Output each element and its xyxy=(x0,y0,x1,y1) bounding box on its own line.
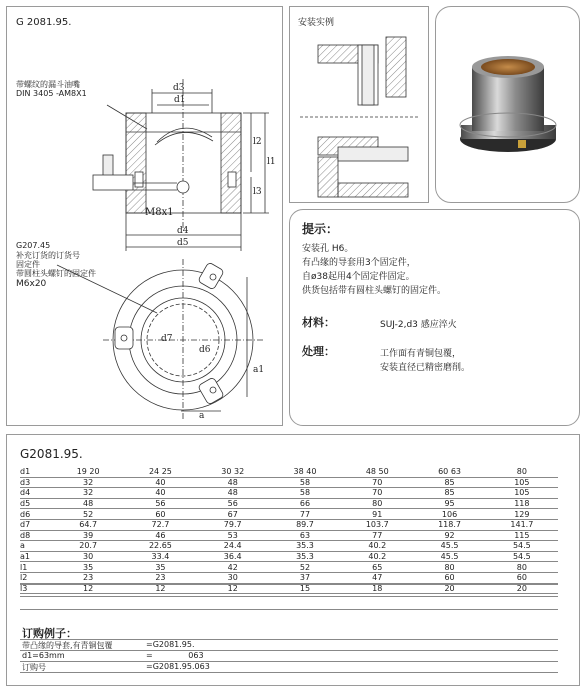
table-cell: 23 xyxy=(52,572,124,583)
table-cell: 89.7 xyxy=(269,519,341,530)
row-label: d8 xyxy=(20,530,52,541)
material-label: 材料： xyxy=(302,316,335,329)
table-separator-2 xyxy=(20,596,558,597)
dim-d1: d1 xyxy=(174,95,186,105)
row-label: a xyxy=(20,541,52,552)
table-cell: 37 xyxy=(269,572,341,583)
table-cell: 115 xyxy=(486,530,558,541)
table-cell: 40.2 xyxy=(341,541,413,552)
table-cell: 30 xyxy=(52,551,124,562)
table-cell: 67 xyxy=(197,509,269,520)
table-row xyxy=(20,477,558,488)
table-cell: 70 xyxy=(341,488,413,499)
table-cell: 39 xyxy=(52,530,124,541)
table-cell: 118.7 xyxy=(413,519,485,530)
table-cell: 48 50 xyxy=(341,467,413,477)
table-cell: 72.7 xyxy=(124,519,196,530)
table-separator-3 xyxy=(20,609,558,610)
row-label: d6 xyxy=(20,509,52,520)
table-cell: 60 63 xyxy=(413,467,485,477)
table-cell: 129 xyxy=(486,509,558,520)
table-cell: 30 xyxy=(197,572,269,583)
product-photo-panel xyxy=(435,6,580,203)
table-cell: 95 xyxy=(413,498,485,509)
order-heading: 订购例子： xyxy=(22,627,77,640)
table-cell: 85 xyxy=(413,477,485,488)
table-cell: 40 xyxy=(124,488,196,499)
pin-label-2: 补充订货的订货号 xyxy=(16,251,80,260)
table-cell: 58 xyxy=(269,488,341,499)
note-line-3: 自ø38起用4个固定件固定。 xyxy=(302,272,415,282)
table-cell: 118 xyxy=(486,498,558,509)
nipple-label-2: DIN 3405 -AM8X1 xyxy=(16,89,87,98)
table-row xyxy=(20,572,558,583)
row-label: d7 xyxy=(20,519,52,530)
table-row xyxy=(20,541,558,552)
table-cell: 105 xyxy=(486,477,558,488)
nipple-label-1: 带螺纹的漏斗油嘴 xyxy=(16,80,80,89)
table-cell: 53 xyxy=(197,530,269,541)
table-cell: 18 xyxy=(341,583,413,594)
order-row-3-value: =G2081.95.063 xyxy=(146,662,210,671)
notes-panel xyxy=(289,209,580,426)
row-label: d3 xyxy=(20,477,52,488)
pin-label-1: G207.45 xyxy=(16,241,51,250)
table-cell: 91 xyxy=(341,509,413,520)
row-label: l3 xyxy=(20,583,52,594)
table-cell: 80 xyxy=(486,562,558,573)
table-cell: 12 xyxy=(197,583,269,594)
table-cell: 20 xyxy=(486,583,558,594)
treatment-line-1: 工作面有青铜包覆， xyxy=(380,349,462,359)
table-cell: 32 xyxy=(52,477,124,488)
table-cell: 24 25 xyxy=(124,467,196,477)
table-cell: 64.7 xyxy=(52,519,124,530)
dimensions-table xyxy=(20,467,558,594)
order-line-2 xyxy=(20,661,558,662)
table-cell: 80 xyxy=(486,467,558,477)
note-line-2: 有凸缘的导套用3个固定件， xyxy=(302,258,416,268)
table-cell: 45.5 xyxy=(413,541,485,552)
treatment-line-2: 安装直径已精密磨削。 xyxy=(380,363,471,373)
dim-d4: d4 xyxy=(177,226,189,236)
table-cell: 45.5 xyxy=(413,551,485,562)
dim-d6: d6 xyxy=(199,345,211,355)
table-cell: 47 xyxy=(341,572,413,583)
order-line-1 xyxy=(20,650,558,651)
material-value: SUJ-2,d3 感应淬火 xyxy=(380,320,457,330)
table-cell: 46 xyxy=(124,530,196,541)
table-cell: 15 xyxy=(269,583,341,594)
table-cell: 79.7 xyxy=(197,519,269,530)
bushing-photo xyxy=(436,7,581,204)
table-cell: 56 xyxy=(197,498,269,509)
table-row xyxy=(20,530,558,541)
table-cell: 32 xyxy=(52,488,124,499)
table-cell: 23 xyxy=(124,572,196,583)
table-row xyxy=(20,488,558,499)
table-row xyxy=(20,519,558,530)
dim-l2: l2 xyxy=(253,137,262,147)
table-cell: 92 xyxy=(413,530,485,541)
table-cell: 106 xyxy=(413,509,485,520)
dim-a: a xyxy=(199,411,205,421)
pin-label-4: 带圆柱头螺钉的固定件 xyxy=(16,269,96,278)
table-row xyxy=(20,509,558,520)
row-label: a1 xyxy=(20,551,52,562)
table-cell: 77 xyxy=(269,509,341,520)
table-cell: 48 xyxy=(197,477,269,488)
dim-l1: l1 xyxy=(267,157,276,167)
pin-label-5: M6x20 xyxy=(16,279,47,289)
install-example-panel xyxy=(289,6,429,203)
order-row-1-value: =G2081.95. xyxy=(146,640,195,649)
dim-m8: M8x1 xyxy=(145,207,174,218)
table-cell: 63 xyxy=(269,530,341,541)
dim-d5: d5 xyxy=(177,238,189,248)
table-cell: 35 xyxy=(52,562,124,573)
table-cell: 58 xyxy=(269,477,341,488)
table-cell: 35 xyxy=(124,562,196,573)
table-cell: 60 xyxy=(124,509,196,520)
table-cell: 40 xyxy=(124,477,196,488)
table-cell: 30 32 xyxy=(197,467,269,477)
table-cell: 60 xyxy=(486,572,558,583)
dim-d3: d3 xyxy=(173,83,185,93)
table-cell: 52 xyxy=(52,509,124,520)
table-cell: 19 20 xyxy=(52,467,124,477)
table-cell: 52 xyxy=(269,562,341,573)
table-cell: 85 xyxy=(413,488,485,499)
table-cell: 12 xyxy=(52,583,124,594)
table-cell: 105 xyxy=(486,488,558,499)
table-cell: 60 xyxy=(413,572,485,583)
table-cell: 66 xyxy=(269,498,341,509)
table-cell: 35.3 xyxy=(269,551,341,562)
table-cell: 42 xyxy=(197,562,269,573)
order-row-2-value: = 063 xyxy=(146,651,204,660)
treatment-label: 处理： xyxy=(302,345,335,358)
table-cell: 103.7 xyxy=(341,519,413,530)
table-cell: 22.65 xyxy=(124,541,196,552)
table-row xyxy=(20,562,558,573)
table-cell: 36.4 xyxy=(197,551,269,562)
row-label: l2 xyxy=(20,572,52,583)
table-cell: 40.2 xyxy=(341,551,413,562)
table-cell: 48 xyxy=(197,488,269,499)
order-row-3-label: 订购号 xyxy=(22,663,46,672)
note-line-4: 供货包括带有圆柱头螺钉的固定件。 xyxy=(302,286,447,296)
row-label: d1 xyxy=(20,467,52,477)
install-title: 安装实例 xyxy=(298,18,335,28)
table-separator-1 xyxy=(20,584,558,585)
dim-d7: d7 xyxy=(161,334,173,344)
table-cell: 65 xyxy=(341,562,413,573)
table-cell: 54.5 xyxy=(486,551,558,562)
pin-label-3: 固定件 xyxy=(16,260,40,269)
table-row xyxy=(20,551,558,562)
table-cell: 33.4 xyxy=(124,551,196,562)
table-cell: 80 xyxy=(341,498,413,509)
install-diagram xyxy=(290,7,430,204)
table-cell: 48 xyxy=(52,498,124,509)
table-row xyxy=(20,467,558,477)
table-cell: 56 xyxy=(124,498,196,509)
table-title: G2081.95. xyxy=(20,447,83,461)
table-cell: 54.5 xyxy=(486,541,558,552)
drawing-panel xyxy=(6,6,283,426)
dim-a1: a1 xyxy=(253,365,265,375)
table-cell: 20 xyxy=(413,583,485,594)
table-cell: 77 xyxy=(341,530,413,541)
table-row xyxy=(20,498,558,509)
order-line-3 xyxy=(20,672,558,673)
table-cell: 70 xyxy=(341,477,413,488)
table-cell: 38 40 xyxy=(269,467,341,477)
table-cell: 35.3 xyxy=(269,541,341,552)
table-cell: 24.4 xyxy=(197,541,269,552)
row-label: d4 xyxy=(20,488,52,499)
table-cell: 80 xyxy=(413,562,485,573)
row-label: d5 xyxy=(20,498,52,509)
order-row-1-label: 带凸缘的导套,有青铜包覆 xyxy=(22,641,113,650)
order-row-2-label: d1=63mm xyxy=(22,651,65,660)
row-label: l1 xyxy=(20,562,52,573)
table-cell: 12 xyxy=(124,583,196,594)
dim-l3: l3 xyxy=(253,187,262,197)
table-cell: 141.7 xyxy=(486,519,558,530)
note-line-1: 安装孔 H6。 xyxy=(302,244,354,254)
drawing-code: G 2081.95. xyxy=(16,17,72,28)
notes-heading: 提示： xyxy=(302,222,339,236)
table-cell: 20.7 xyxy=(52,541,124,552)
